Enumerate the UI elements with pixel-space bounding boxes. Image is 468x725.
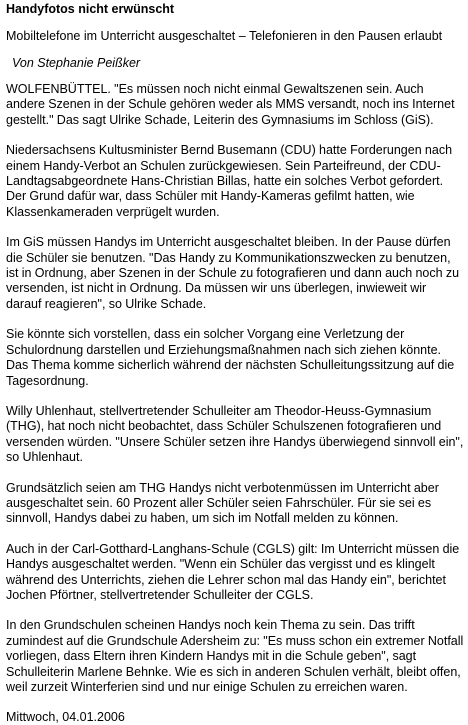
article-subheadline: Mobiltelefone im Unterricht ausgeschaltet – Telefonieren in den Pausen erlaubt <box>6 29 443 43</box>
article-author: Von Stephanie Peißker <box>12 56 141 70</box>
article-paragraph: Willy Uhlenhaut, stellvertretender Schulleiter am Theodor-Heuss-Gymnasium (THG), hat noch nicht beobachtet, dass Schüler Schulszenen fotografieren und versenden würden. "Unsere Schüler setzen ihre Handys überwiegend sinnvoll ein", so Uhlenhaut. <box>6 403 464 465</box>
article-paragraph: Sie könnte sich vorstellen, dass ein solcher Vorgang eine Verletzung der Schulordnung darstellen und Erziehungsmaßnahmen nach sich ziehen könnte. Das Thema komme sicherlich während der nächsten Schulleitungssitzung auf die Tagesordnung. <box>6 327 455 388</box>
article-paragraph: In den Grundschulen scheinen Handys noch kein Thema zu sein. Das trifft zumindest auf die Grundschule Adersheim zu: "Es muss schon ein extremer Notfall vorliegen, dass Eltern ihren Kindern Handys mit in die Schule geben", sagt Schulleiterin Marlene Behnke. Wie es sich in anderen Schulen verhält, bleibt offen, weil zurzeit Winterferien sind und nur einige Schulen zu erreichen waren. <box>6 618 464 694</box>
article <box>6 0 464 725</box>
article-dateline: Mittwoch, 04.01.2006 <box>6 710 125 725</box>
article-paragraph: Grundsätzlich seien am THG Handys nicht verbotenmüssen im Unterricht aber ausgeschaltet sein. 60 Prozent aller Schüler seien Fahrschüler. Für sie sei es sinnvoll, Handys dabei zu haben, um sich im Notfall melden zu können. <box>6 480 439 526</box>
article-paragraph: WOLFENBÜTTEL. "Es müssen noch nicht einmal Gewaltszenen sein. Auch andere Szenen in der Schule gehören weder als MMS versandt, noch ins Internet gestellt." Das sagt Ulrike Schade, Leiterin des Gymnasiums im Schloss (GiS). <box>6 82 455 127</box>
article-paragraph: Im GiS müssen Handys im Unterricht ausgeschaltet bleiben. In der Pause dürfen die Schüler sie benutzen. "Das Handy zu Kommunikationszwecken zu benutzen, ist in Ordnung, aber Szenen in der Schule zu fotografieren und dann auch noch zu versenden, ist nicht in Ordnung. Da müssen wir uns überlegen, inwieweit wir darauf reagieren", so Ulrike Schade. <box>6 235 460 311</box>
article-headline: Handyfotos nicht erwünscht <box>6 2 175 16</box>
article-body <box>6 82 464 695</box>
article-paragraph: Auch in der Carl-Gotthard-Langhans-Schule (CGLS) gilt: Im Unterricht müssen die Handys ausgeschaltet werden. "Wenn ein Schüler das vergisst und es klingelt während des Unterrichts, ziehen die Lehrer schon mal das Handy ein", berichtet Jochen Pförtner, stellvertretender Schulleiter der CGLS. <box>6 541 460 602</box>
article-paragraph: Niedersachsens Kultusminister Bernd Busemann (CDU) hatte Forderungen nach einem Handy-Verbot an Schulen zurückgewiesen. Sein Parteifreund, der CDU-Landtagsabgeordnete Hans-Christian Billas, hatte ein solches Verbot gefordert. Der Grund dafür war, dass Schüler mit Handy-Kameras gefilmt hatten, wie Klassenkameraden verprügelt wurden. <box>6 143 453 219</box>
